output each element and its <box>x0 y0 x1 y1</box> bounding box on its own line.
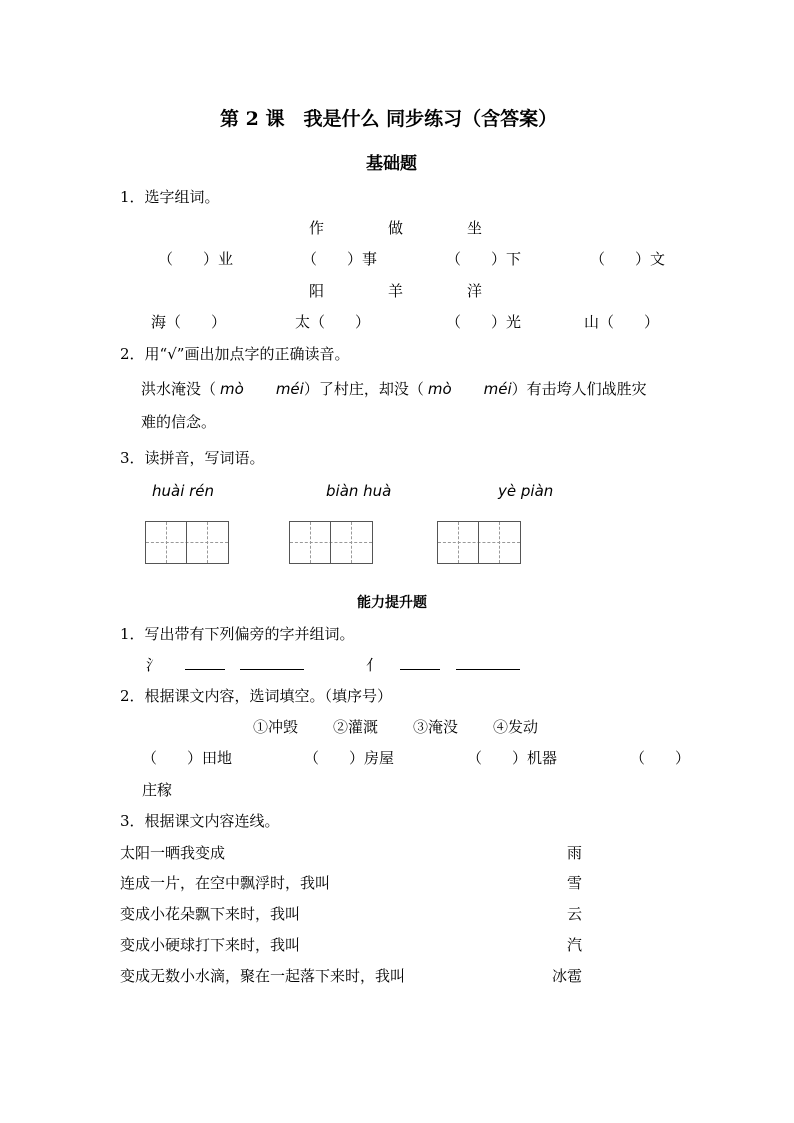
a1-prompt: 1．写出带有下列偏旁的字并组词。 <box>120 625 355 643</box>
q1-char: 坐 <box>467 219 483 237</box>
a2-wrap-text: 庄稼 <box>142 781 173 799</box>
q3-pinyin: biàn huà <box>326 482 392 500</box>
match-right-item[interactable]: 冰雹 <box>552 967 583 985</box>
match-right-item[interactable]: 雪 <box>567 874 583 892</box>
q3-pinyin: yè piàn <box>498 482 554 500</box>
q2-sentence-line1 <box>141 378 647 399</box>
page-title: 第 2 课 我是什么 同步练习（含答案） <box>220 108 558 130</box>
a2-option: ③淹没 <box>413 718 459 736</box>
q1-blank-item[interactable]: （ ）业 <box>158 250 234 268</box>
q2-pinyin-option[interactable]: mò <box>427 380 452 398</box>
match-left-item[interactable]: 变成小花朵飘下来时，我叫 <box>120 905 301 923</box>
a2-option: ①冲毁 <box>253 718 299 736</box>
q1-char: 作 <box>309 219 325 237</box>
q1-blank-item[interactable]: （ ）光 <box>446 313 522 331</box>
writing-grid[interactable] <box>437 521 521 564</box>
a2-blank-item[interactable]: （ ） <box>630 749 691 767</box>
q1-blank-item[interactable]: 海（ ） <box>151 313 227 331</box>
match-right-item[interactable]: 汽 <box>567 936 583 954</box>
q3-prompt: 3．读拼音，写词语。 <box>120 449 265 467</box>
q1-char: 做 <box>388 219 404 237</box>
q2-text: 洪水淹没（ <box>141 380 217 398</box>
a1-radical: 亻 <box>366 656 382 674</box>
section-basic-heading: 基础题 <box>366 154 417 174</box>
a2-blank-item[interactable]: （ ）田地 <box>142 749 233 767</box>
match-left-item[interactable]: 变成小硬球打下来时，我叫 <box>120 936 301 954</box>
q1-char: 洋 <box>467 282 483 300</box>
match-left-item[interactable]: 连成一片，在空中飘浮时，我叫 <box>120 874 331 892</box>
q1-blank-item[interactable]: （ ）下 <box>446 250 522 268</box>
match-right-item[interactable]: 云 <box>567 905 583 923</box>
match-left-item[interactable]: 变成无数小水滴，聚在一起落下来时，我叫 <box>120 967 406 985</box>
q1-prompt: 1．选字组词。 <box>120 188 220 206</box>
writing-grid[interactable] <box>145 521 229 564</box>
q2-sentence-line2: 难的信念。 <box>141 413 217 431</box>
q2-pinyin-option[interactable]: méi <box>275 380 304 398</box>
q2-pinyin-option[interactable]: mò <box>220 380 244 398</box>
section-advanced-heading: 能力提升题 <box>357 595 427 611</box>
q2-prompt: 2．用“√”画出加点字的正确读音。 <box>120 345 350 363</box>
match-right-item[interactable]: 雨 <box>567 844 583 862</box>
writing-grid[interactable] <box>289 521 373 564</box>
q1-blank-item[interactable]: （ ）事 <box>302 250 378 268</box>
q1-blank-item[interactable]: 太（ ） <box>295 313 371 331</box>
q1-char: 阳 <box>309 282 325 300</box>
q1-blank-item[interactable]: 山（ ） <box>584 313 660 331</box>
a1-blank[interactable] <box>456 656 520 674</box>
a1-blank[interactable] <box>240 656 304 674</box>
q2-text: ）有击垮人们战胜灾 <box>511 380 647 398</box>
a2-blank-item[interactable]: （ ）房屋 <box>304 749 395 767</box>
match-left-item[interactable]: 太阳一晒我变成 <box>120 844 226 862</box>
q2-pinyin-option[interactable]: méi <box>483 380 512 398</box>
a2-option: ②灌溉 <box>333 718 379 736</box>
a1-radical: 氵 <box>146 656 162 674</box>
a1-blank[interactable] <box>185 656 225 674</box>
q3-pinyin: huài rén <box>152 482 215 500</box>
a2-option: ④发动 <box>493 718 539 736</box>
q2-text: ）了村庄，却没（ <box>303 380 424 398</box>
a2-prompt: 2．根据课文内容，选词填空。（填序号） <box>120 687 393 705</box>
q1-blank-item[interactable]: （ ）文 <box>590 250 666 268</box>
a2-blank-item[interactable]: （ ）机器 <box>467 749 558 767</box>
a1-blank[interactable] <box>400 656 440 674</box>
a3-prompt: 3．根据课文内容连线。 <box>120 812 280 830</box>
q1-char: 羊 <box>388 282 404 300</box>
